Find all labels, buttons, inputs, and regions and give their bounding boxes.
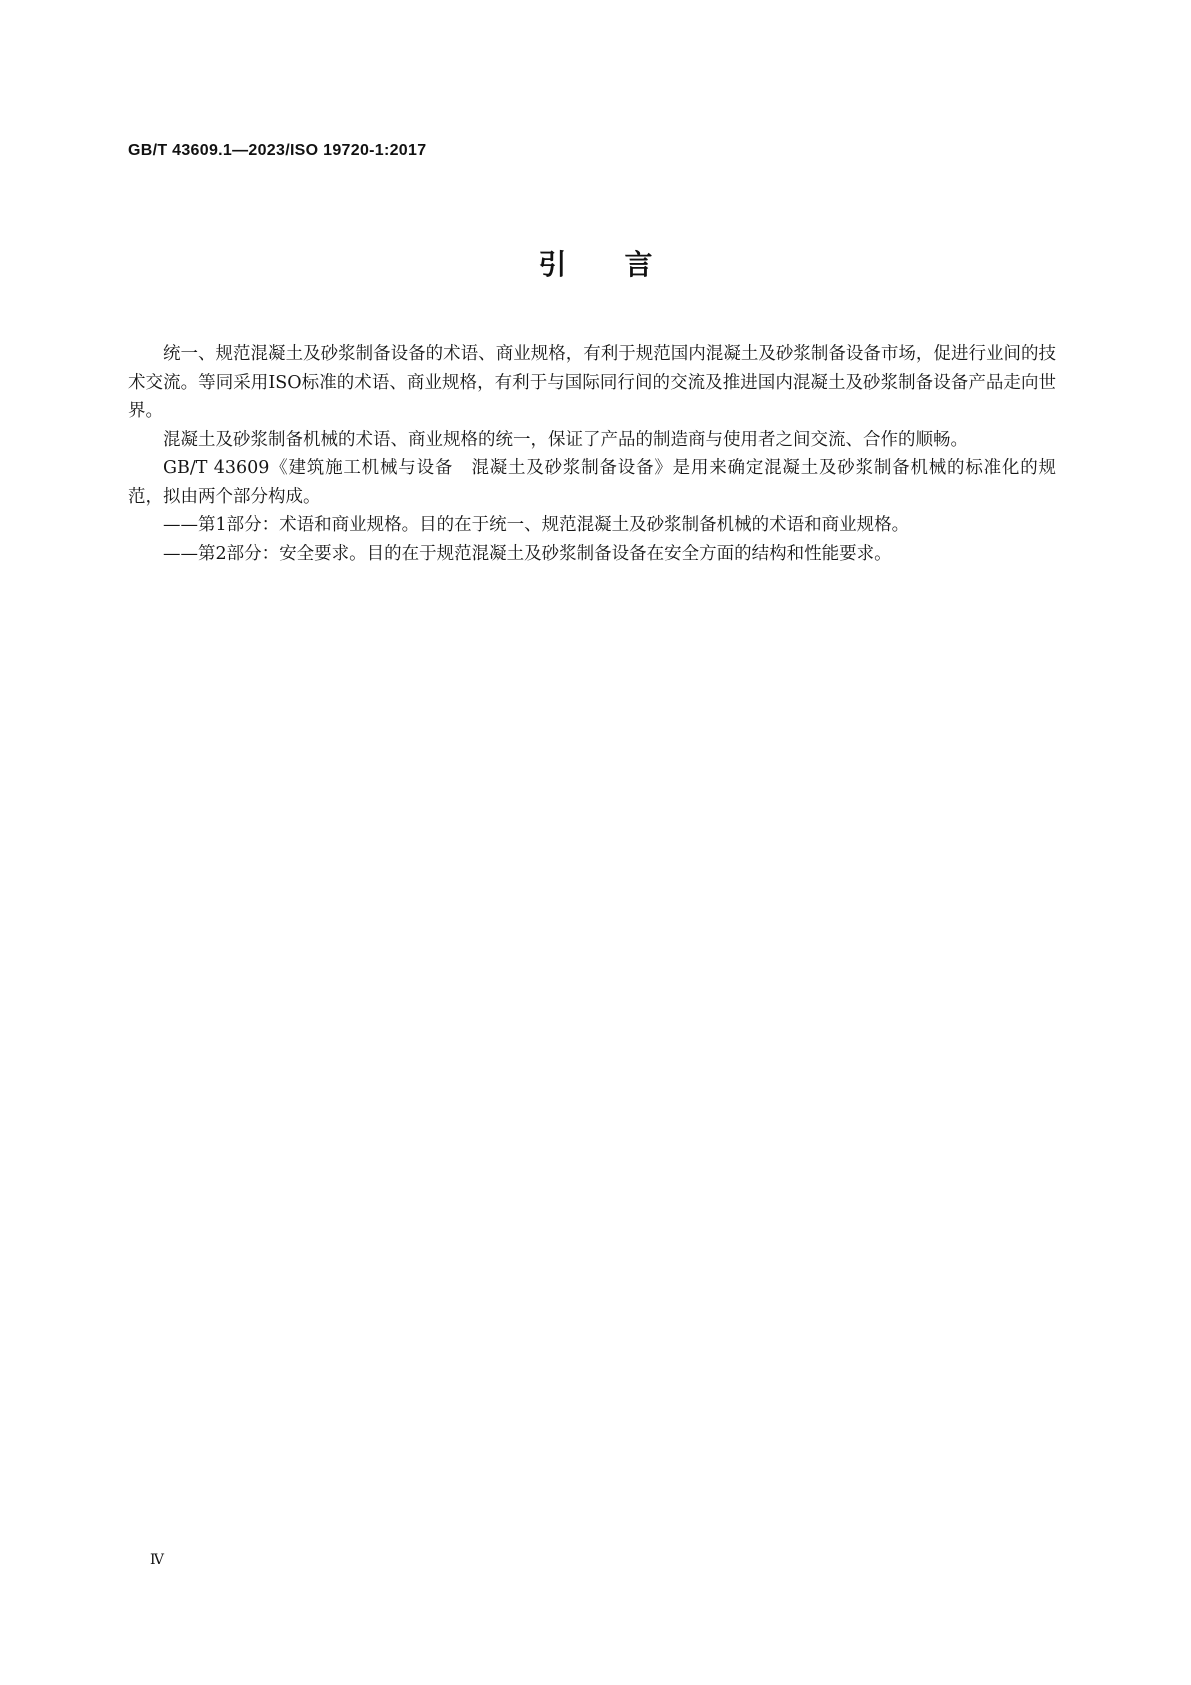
paragraph-1: 统一、规范混凝土及砂浆制备设备的术语、商业规格，有利于规范国内混凝土及砂浆制备设备市场，促进行业间的技术交流。等同采用ISO标准的术语、商业规格，有利于与国际同行间的交流及推进国内混凝土及砂浆制备设备产品走向世界。 [128, 344, 1056, 421]
list-item-part-2: ——第2部分：安全要求。目的在于规范混凝土及砂浆制备设备在安全方面的结构和性能要求。 [163, 543, 892, 564]
paragraph-3: GB/T 43609《建筑施工机械与设备 混凝土及砂浆制备设备》是用来确定混凝土及砂浆制备机械的标准化的规范，拟由两个部分构成。 [128, 458, 1056, 507]
page-number: Ⅳ [150, 1553, 164, 1568]
paragraph-2: 混凝土及砂浆制备机械的术语、商业规格的统一，保证了产品的制造商与使用者之间交流、合作的顺畅。 [163, 429, 968, 450]
list-item-part-1: ——第1部分：术语和商业规格。目的在于统一、规范混凝土及砂浆制备机械的术语和商业规格。 [163, 515, 910, 535]
standard-number-header: GB/T 43609.1—2023/ISO 19720-1:2017 [128, 142, 427, 159]
section-title: 引言 [538, 248, 711, 281]
body-text [128, 340, 1056, 568]
